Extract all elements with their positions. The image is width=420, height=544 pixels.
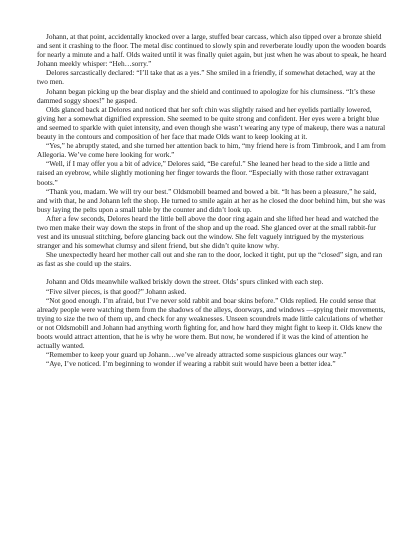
paragraph: She unexpectedly heard her mother call out and she ran to the door, locked it tight, put up the “closed” sign, and ran as fast as she could up the stairs. bbox=[37, 251, 383, 269]
paragraph: Olds glanced back at Delores and noticed that her soft chin was slightly raised and her eyelids partially lowered, giving her a somewhat dignified expression. She seemed to be quite strong and confident. Her eyes were a bright blue and seemed to sparkle with quiet intensity, and even though she wasn’t wearing any type of makeup, there was a natural beauty in the contours and composition of her face that made Olds want to keep looking at it. bbox=[37, 105, 386, 142]
paragraph: “Thank you, madam. We will try our best.” Oldsmobill beamed and bowed a bit. “It has been a pleasure,” he said, and with that, he and Johann left the shop. He turned to smile again at her as he closed the door behind him, but she was busy laying the pelts upon a small table by the counter and didn’t look up. bbox=[37, 187, 386, 214]
paragraph: “Well, if I may offer you a bit of advice,” Delores said, “Be careful.” She leaned her head to the side a little and raised an eyebrow, while slightly motioning her finger towards the floor. “Especially with those rather extravagant boots.” bbox=[37, 160, 370, 187]
paragraph: After a few seconds, Delores heard the little bell above the door ring again and she lifted her head and watched the two men make their way down the steps in front of the shop and up the road. She glanced over at the small rabbit-fur vest and its unusual stitching, before glancing back out the window. She felt vaguely intrigued by the mysterious stranger and his somewhat clumsy and silent friend, but she didn’t quite know why. bbox=[37, 214, 379, 251]
paragraph: Johann, at that point, accidentally knocked over a large, stuffed bear carcass, which also tipped over a bronze shield and sent it crashing to the floor. The metal disc continued to slowly spin and reverberate loudly upon the wooden boards for nearly a minute and a half. Olds waited until it was finally quiet again, but just when he was about to speak, he heard Johann meekly whisper: “Heh…sorry.” bbox=[37, 33, 387, 69]
paragraph: “Yes,” he abruptly stated, and she turned her attention back to him, “my friend here is from Timbrook, and I am from Allegoria. We’ve come here looking for work.” bbox=[37, 142, 386, 160]
paragraph: “Not good enough. I’m afraid, but I’ve never sold rabbit and boar skins before.” Olds replied. He could sense that already people were watching them from the shadows of the alleys, doorways, and windows —spying their movements, trying to size the two of them up, and check for any weaknesses. Unseen scoundrels made little calculations of whether or not Oldsmobill and Johann had anything worth fighting for, and how hard they might fight to keep it. Olds knew the boots would attract attention, that he is why he wore them. But now, he wondered if it was the kind of attention he actually wanted. bbox=[37, 296, 386, 351]
paragraph: Delores sarcastically declared: “I’ll take that as a yes.” She smiled in a friendly, if somewhat detached, way at the two men. bbox=[37, 69, 376, 87]
section-break bbox=[37, 269, 387, 278]
paragraph: Johann and Olds meanwhile walked briskly down the street. Olds’ spurs clinked with each step. bbox=[46, 278, 324, 287]
paragraph: “Five silver pieces, is that good?” Johann asked. bbox=[46, 287, 187, 296]
paragraph: “Remember to keep your guard up Johann…we’ve already attracted some suspicious glances our way.” bbox=[46, 351, 347, 360]
paragraph: “Aye, I’ve noticed. I’m beginning to wonder if wearing a rabbit suit would have been a better idea.” bbox=[46, 360, 336, 369]
document-page bbox=[37, 33, 387, 369]
paragraph: Johann began picking up the bear display and the shield and continued to apologize for his clumsiness. “It’s these dammed soggy shoes!” he gasped. bbox=[37, 87, 376, 105]
